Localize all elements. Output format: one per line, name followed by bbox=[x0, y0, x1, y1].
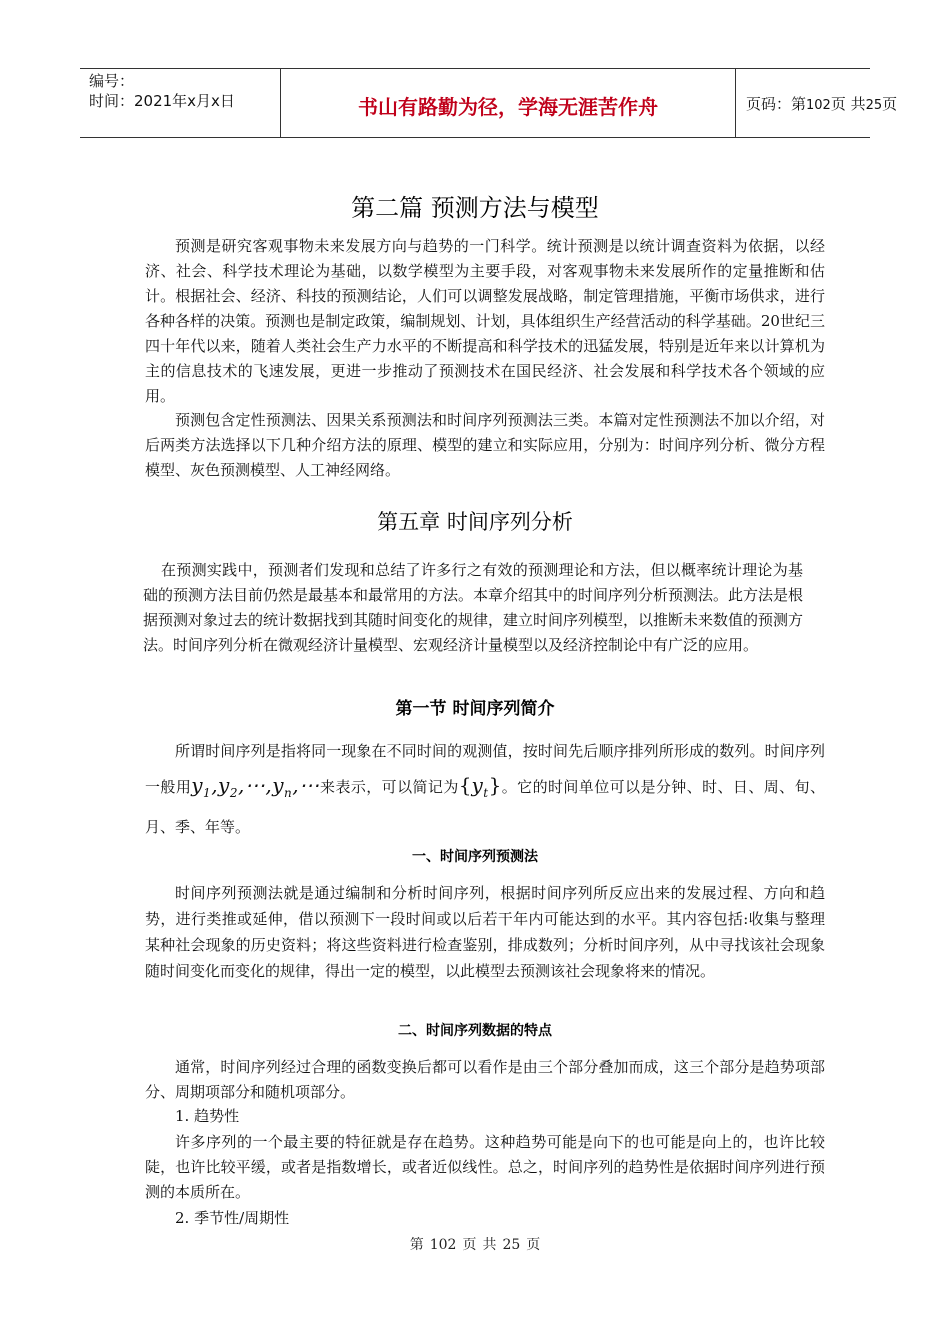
header-motto-cell bbox=[280, 69, 736, 137]
chapter-title: 第五章 时间序列分析 bbox=[377, 510, 573, 534]
page-prefix: 页码：第 bbox=[746, 95, 807, 113]
header-meta-cell bbox=[80, 69, 280, 137]
footer-page-number: 102 bbox=[429, 1237, 457, 1253]
intro-paragraph-1: 预测是研究客观事物未来发展方向与趋势的一门科学。统计预测是以统计调查资料为依据，以经济、社会、科学技术理论为基础，以数学模型为主要手段，对客观事物未来发展所作的定量推断和估计。根据社会、经济、科技的预测结论，人们可以调整发展战略，制定管理措施，平衡市场供求，进行各种各样的决策。预测也是制定政策，编制规划、计划，具体组织生产经营活动的科学基础。20世纪三四十年代以来，随着人类社会生产力水平的不断提高和科学技术的迅猛发展，特别是近年来以计算机为主的信息技术的飞速发展，更进一步推动了预测技术在国民经济、社会发展和科学技术各个领域的应用。 bbox=[145, 237, 825, 405]
time-label: 时间：2021年x月x日 bbox=[89, 92, 235, 110]
page-footer: 第 102 页 共 25 页 bbox=[409, 1237, 541, 1253]
intro-paragraph-2: 预测包含定性预测法、因果关系预测法和时间序列预测法三类。本篇对定性预测法不加以介绍，对后两类方法选择以下几种介绍方法的原理、模型的建立和实际应用，分别为：时间序列分析、微分方程模型、灰色预测模型、人工神经网络。 bbox=[145, 411, 825, 479]
footer-page-total: 25 bbox=[502, 1237, 521, 1253]
section-intro-text-b: 来表示，可以简记为 bbox=[319, 778, 459, 796]
sequence-formula: $y_1,y_2,\cdots,y_n,\cdots$ bbox=[191, 773, 320, 800]
subsection-1-paragraph: 时间序列预测法就是通过编制和分析时间序列，根据时间序列所反应出来的发展过程、方向和趋势，进行类推或延伸，借以预测下一段时间或以后若干年内可能达到的水平。其内容包括:收集与整理某种社会现象的历史资料；将这些资料进行检查鉴别，排成数列；分析时间序列，从中寻找该社会现象随时间变化而变化的规律，得出一定的模型，以此模型去预测该社会现象将来的情况。 bbox=[145, 884, 825, 980]
sequence-notation: $\{y_t\}$ bbox=[458, 773, 502, 800]
item-1-paragraph: 许多序列的一个最主要的特征就是存在趋势。这种趋势可能是向下的也可能是向上的，也许比较陡，也许比较平缓，或者是指数增长，或者近似线性。总之，时间序列的趋势性是依据时间序列进行预测的本质所在。 bbox=[145, 1133, 825, 1201]
section-title: 第一节 时间序列简介 bbox=[395, 699, 555, 719]
subsection-1-title: 一、时间序列预测法 bbox=[412, 849, 538, 865]
page-mid: 页 共 bbox=[830, 95, 866, 113]
header-page-info bbox=[746, 93, 897, 114]
section-intro-text-a: 所谓时间序列是指将同一现象在不同时间的观测值，按时间先后顺序排列所形成的数列。时间序列一般用 bbox=[145, 742, 825, 796]
chapter-intro-paragraph: 在预测实践中，预测者们发现和总结了许多行之有效的预测理论和方法，但以概率统计理论为基础的预测方法目前仍然是最基本和最常用的方法。本章介绍其中的时间序列分析预测法。此方法是根据预测对象过去的统计数据找到其随时间变化的规律，建立时间序列模型，以推断未来数值的预测方法。时间序列分析在微观经济计量模型、宏观经济计量模型以及经济控制论中有广泛的应用。 bbox=[143, 561, 804, 654]
subsection-2-title: 二、时间序列数据的特点 bbox=[398, 1023, 552, 1039]
page-total: 25 bbox=[865, 98, 883, 113]
item-1-label: 1. 趋势性 bbox=[175, 1107, 240, 1125]
subsection-2-paragraph: 通常，时间序列经过合理的函数变换后都可以看作是由三个部分叠加而成，这三个部分是趋势项部分、周期项部分和随机项部分。 bbox=[145, 1058, 825, 1101]
section-intro-paragraph bbox=[145, 734, 825, 844]
page-number: 102 bbox=[806, 98, 831, 113]
item-2-label: 2. 季节性/周期性 bbox=[175, 1209, 290, 1227]
header-page-cell bbox=[736, 69, 898, 137]
part-title: 第二篇 预测方法与模型 bbox=[351, 194, 599, 222]
page-suffix: 页 bbox=[882, 95, 898, 113]
section-intro-text-c: 。它的时间单位可以是分钟、时、日、周、旬、月、季、年等。 bbox=[145, 778, 825, 836]
page-header bbox=[80, 68, 898, 138]
header-motto: 书山有路勤为径，学海无涯苦作舟 bbox=[358, 95, 658, 119]
number-label: 编号： bbox=[89, 72, 135, 90]
